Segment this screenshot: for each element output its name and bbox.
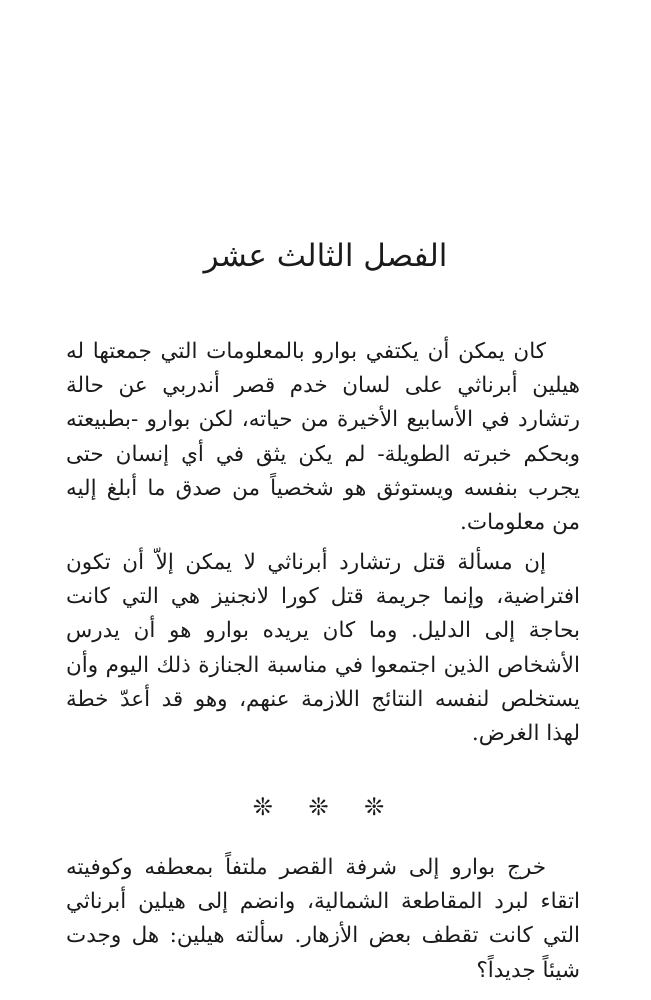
chapter-title: الفصل الثالث عشر	[203, 238, 448, 274]
paragraph-1	[66, 335, 580, 540]
paragraph-1-text: كان يمكن أن يكتفي بوارو بالمعلومات التي جمعتها له هيلين أبرناثي على لسان خدم قصر أندربي عن حالة رتشارد في الأسابيع الأخيرة من حياته، لكن بوارو -بطبيعته وبحكم خبرته الطويلة- لم يكن يثق في أي إنسان حتى يجرب بنفسه ويستوثق هو شخصياً من صدق ما أبلغ إليه من معلومات.	[66, 339, 580, 536]
paragraph-3-text: خرج بوارو إلى شرفة القصر ملتفاً بمعطفه وكوفيته اتقاء لبرد المقاطعة الشمالية، وانضم إلى هيلين أبرناثي التي كانت تقطف بعض الأزهار. سألته هيلين: هل وجدت شيئاً جديداً؟	[66, 855, 580, 983]
scene-break: ❊ ❊ ❊	[252, 793, 399, 821]
paragraph-2	[66, 546, 580, 751]
paragraph-2-text: إن مسألة قتل رتشارد أبرناثي لا يمكن إلاّ أن تكون افتراضية، وإنما جريمة قتل كورا لانجنيز هي التي كانت بحاجة إلى الدليل. وما كان يريده بوارو هو أن يدرس الأشخاص الذين اجتمعوا في مناسبة الجنازة ذلك اليوم وأن يستخلص لنفسه النتائج اللازمة عنهم، وهو قد أعدّ خطة لهذا الغرض.	[66, 550, 580, 747]
paragraph-3	[66, 851, 580, 988]
